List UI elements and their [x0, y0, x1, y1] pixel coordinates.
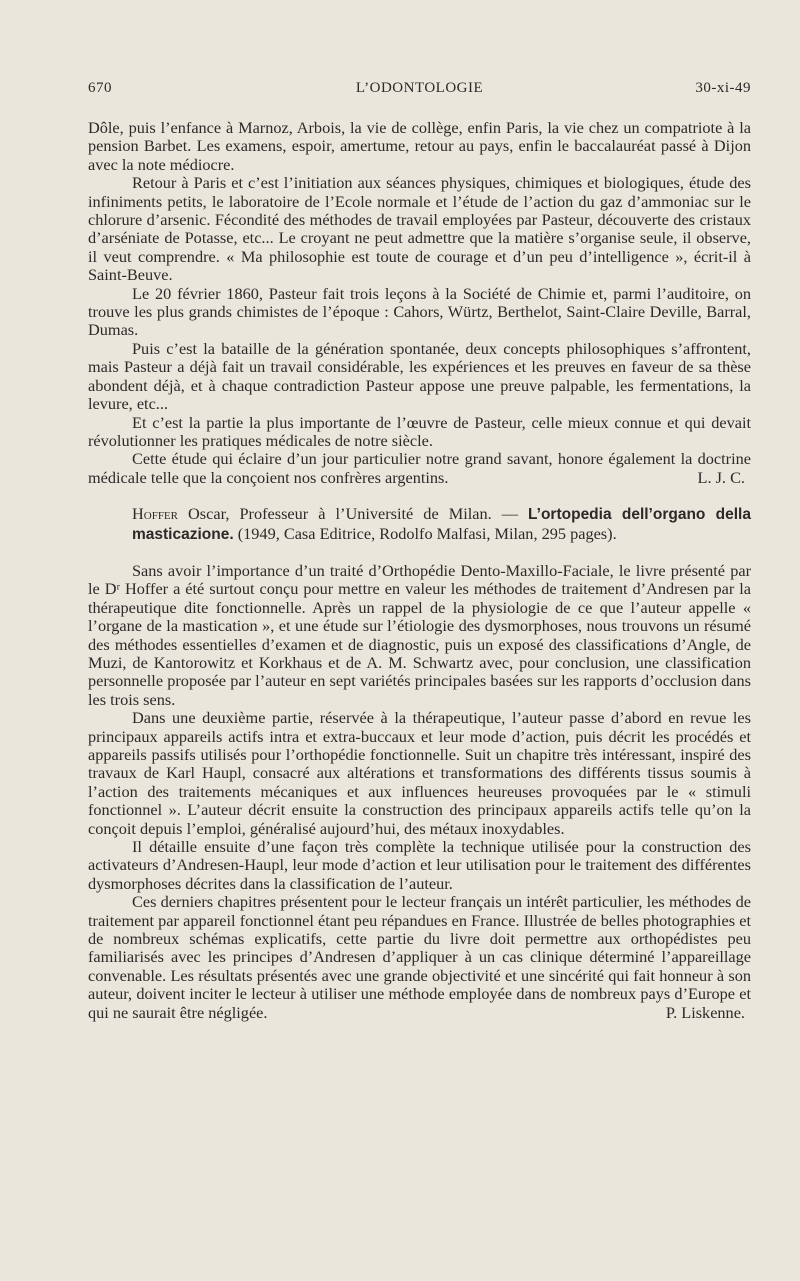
review2-paragraph-4 — [88, 893, 751, 1022]
spacer — [88, 544, 751, 562]
review1-paragraph-4: Puis c’est la bataille de la génération spontanée, deux concepts philosophiques s’affrontent, mais Pasteur a déjà fait un travail considérable, les expériences et les preuves en faveur de sa thèse abondent déjà, et à chaque contradiction Pasteur appose une preuve palpable, les fermentations, la levure, etc... — [88, 338, 751, 414]
review2-paragraph-3: Il détaille ensuite d’une façon très complète la technique utilisée pour la construction des activateurs d’Andresen-Haupl, leur mode d’action et leur utilisation pour le traitement des différentes dysmorphoses décrites dans la classification de l’auteur. — [88, 837, 751, 893]
page-number: 670 — [88, 80, 112, 96]
issue-date: 30-xi-49 — [695, 80, 751, 96]
review2-author: Hoffer — [132, 504, 178, 524]
running-header — [88, 80, 751, 102]
review1-paragraph-6 — [88, 450, 751, 487]
review2-signature: P. Liskenne. — [665, 1002, 745, 1022]
review1-signature: L. J. C. — [697, 467, 745, 487]
review2-paragraph-2: Dans une deuxième partie, réservée à la thérapeutique, l’auteur passe d’abord en revue les principaux appareils actifs intra et extra-buccaux et leur mode d’action, puis décrit les procédés et appareils passifs utilisés pour l’orthopédie fonctionnelle. Suit un chapitre très intéressant, inspiré des travaux de Karl Haupl, consacré aux altérations et transformations des différents tissus soumis à l’action des traitements mécaniques et aux influences heureuses provoquées par le « stimuli fonctionnel ». L’auteur décrit ensuite la construction des principaux appareils actifs telle qu’on la conçoit depuis l’emploi, généralisé aujourd’hui, des métaux inoxydables. — [88, 708, 751, 838]
journal-title: L’ODONTOLOGIE — [355, 80, 484, 96]
review1-paragraph-5: Et c’est la partie la plus importante de l’œuvre de Pasteur, celle mieux connue et qui devait révolutionner les pratiques médicales de notre siècle. — [88, 412, 751, 450]
page-body — [88, 119, 751, 1022]
review1-paragraph-3: Le 20 février 1860, Pasteur fait trois leçons à la Société de Chimie et, parmi l’auditoire, on trouve les plus grands chimistes de l’époque : Cahors, Würtz, Berthelot, Saint-Claire Deville, Barral, Dumas. — [88, 283, 751, 340]
review2-citation — [88, 505, 751, 544]
review2-paragraph-4-text: Ces derniers chapitres présentent pour le lecteur français un intérêt particulier, les méthodes de traitement par appareil fonctionnel étant peu répandues en France. Illustrée de belles photographies et de nombreux schémas explicatifs, cette partie du livre doit permettre aux orthopédistes peu familiarisés avec les principes d’Andresen d’appliquer à un cas clinique déterminé l’appareillage convenable. Les résultats présentés avec une grande objectivité et une sincérité qui fait honneur à son auteur, doivent inciter le lecteur à utiliser une méthode employée dans de nombreux pays d’Europe et qui ne saurait être négligée. — [88, 892, 751, 1022]
review2-publication-info: (1949, Casa Editrice, Rodolfo Malfasi, Milan, 295 pages). — [233, 523, 617, 543]
review2-paragraph-1: Sans avoir l’importance d’un traité d’Orthopédie Dento-Maxillo-Faciale, le livre présenté par le Dʳ Hoffer a été surtout conçu pour mettre en valeur les méthodes de traitement d’Andresen par la thérapeutique dite fonctionnelle. Après un rappel de la physiologie de ce que l’auteur appelle « l’organe de la mastication », et une étude sur l’étiologie des dysmorphoses, nous trouvons un résumé des méthodes essentielles d’examen et de diagnostic, puis un exposé des classifications d’Angle, de Muzi, de Kantorowitz et Korkhaus et de A. M. Schwartz avec, pour conclusion, une classification personnelle proposée par l’auteur en sept variétés principales basées sur les rapports d’occlusion dans les trois sens. — [88, 560, 751, 709]
review1-paragraph-6-text: Cette étude qui éclaire d’un jour particulier notre grand savant, honore également la doctrine médicale telle que la conçoient nos confrères argentins. — [88, 449, 751, 487]
review2-author-affiliation: Oscar, Professeur à l’Université de Milan. — — [178, 504, 518, 524]
review1-paragraph-1: Dôle, puis l’enfance à Marnoz, Arbois, la vie de collège, enfin Paris, la vie chez un compatriote à la pension Barbet. Les examens, espoir, amertume, retour au pays, enfin le baccalauréat passé à Dijon avec la note médiocre. — [88, 118, 751, 174]
review1-paragraph-2: Retour à Paris et c’est l’initiation aux séances physiques, chimiques et biologiques, étude des infiniments petits, le laboratoire de l’Ecole normale et l’étude de l’action du gaz d’ammoniac sur le chlorure d’arsenic. Fécondité des méthodes de travail employées par Pasteur, découverte des cristaux d’arséniate de Potasse, etc... Le croyant ne peut admettre que la matière s’organise seule, il observe, il veut comprendre. « Ma philosophie est toute de courage et d’un peu d’intelligence », écrit-il à Saint-Beuve. — [88, 173, 751, 285]
review2-book-title: L’ortopedia dell’organo della masticazione. — [132, 506, 751, 543]
